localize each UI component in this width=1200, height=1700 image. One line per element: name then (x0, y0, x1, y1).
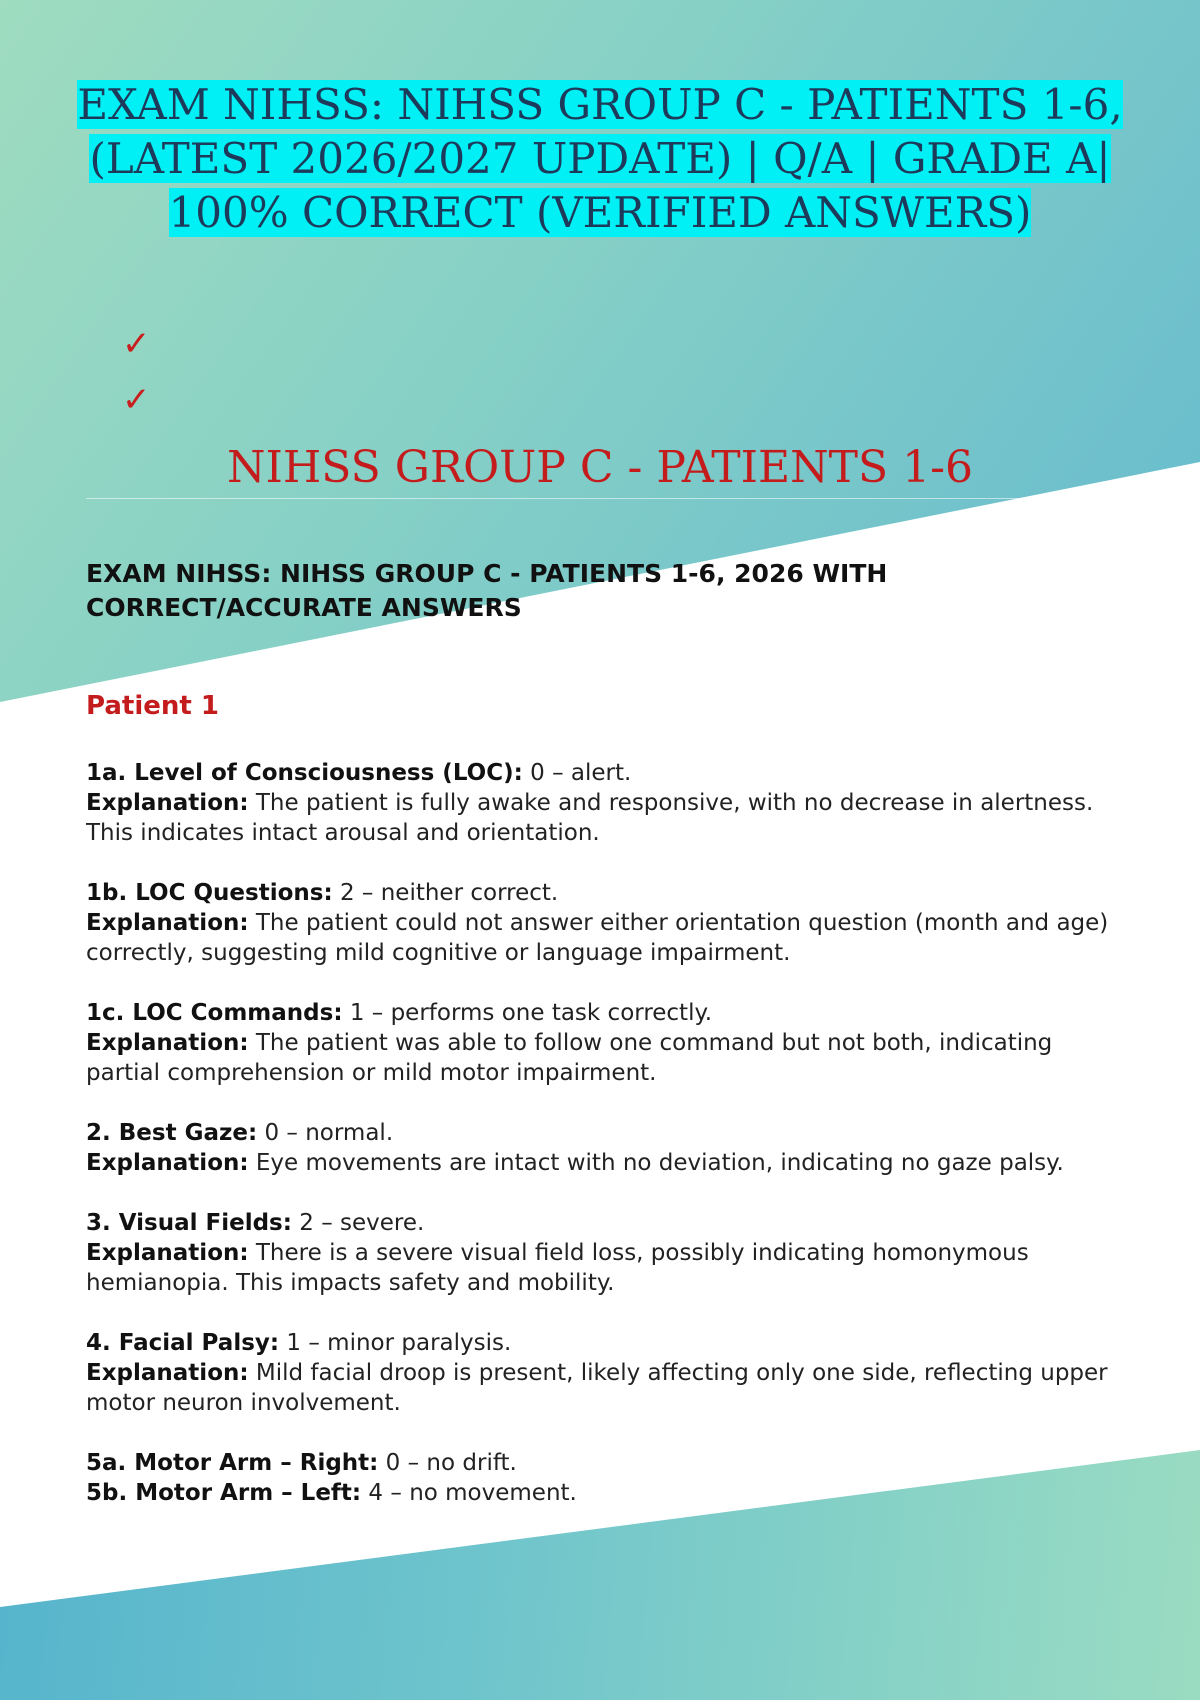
section-title: NIHSS GROUP C - PATIENTS 1-6 (227, 442, 973, 493)
document-title (60, 78, 1140, 240)
explanation-text: The patient is fully awake and responsive, with no decrease in alertness. This indicates intact arousal and orientation. (86, 790, 1094, 846)
checkmark-icon: ✓ (122, 324, 151, 364)
item-answer: 1 – minor paralysis. (279, 1330, 512, 1356)
assessment-item (86, 1118, 1126, 1178)
checkmark-icon: ✓ (122, 380, 151, 420)
item-label: 4. Facial Palsy: (86, 1330, 280, 1356)
explanation-line (86, 788, 1126, 848)
explanation-label: Explanation: (86, 1150, 249, 1176)
item-label: 3. Visual Fields: (86, 1210, 292, 1236)
motor-arm-items (86, 1448, 1126, 1508)
assessment-item (86, 998, 1126, 1088)
explanation-label: Explanation: (86, 1360, 249, 1386)
exam-sub-heading: EXAM NIHSS: NIHSS GROUP C - PATIENTS 1-6, 2026 WITH CORRECT/ACCURATE ANSWERS (86, 559, 888, 622)
item-line (86, 1118, 1126, 1148)
item-label: 5a. Motor Arm – Right: (86, 1450, 379, 1476)
document-title-text: EXAM NIHSS: NIHSS GROUP C - PATIENTS 1-6, (LATEST 2026/2027 UPDATE) | Q/A | GRADE A| 100% CORRECT (VERIFIED ANSWERS) (77, 80, 1123, 237)
explanation-text: The patient was able to follow one command but not both, indicating partial comprehension or mild motor impairment. (86, 1030, 1053, 1086)
item-answer: 2 – severe. (291, 1210, 425, 1236)
item-label: 1c. LOC Commands: (86, 1000, 343, 1026)
item-line (86, 1208, 1126, 1238)
title-divider (86, 498, 1116, 499)
explanation-text: Mild facial droop is present, likely affecting only one side, reflecting upper motor neuron involvement. (86, 1360, 1108, 1416)
item-answer: 2 – neither correct. (332, 880, 559, 906)
explanation-label: Explanation: (86, 790, 249, 816)
explanation-line (86, 1148, 1126, 1178)
patient-heading: Patient 1 (86, 691, 219, 721)
item-answer: 1 – performs one task correctly. (342, 1000, 713, 1026)
assessment-item (86, 758, 1126, 848)
motor-arm-right-line (86, 1448, 1126, 1478)
item-line (86, 1328, 1126, 1358)
explanation-line (86, 1028, 1126, 1088)
motor-arm-left-line (86, 1478, 1126, 1508)
item-line (86, 878, 1126, 908)
assessment-item (86, 1328, 1126, 1418)
item-label: 2. Best Gaze: (86, 1120, 258, 1146)
assessment-item (86, 1208, 1126, 1298)
item-line (86, 758, 1126, 788)
explanation-text: There is a severe visual field loss, possibly indicating homonymous hemianopia. This impacts safety and mobility. (86, 1240, 1029, 1296)
explanation-line (86, 1238, 1126, 1298)
explanation-label: Explanation: (86, 1030, 249, 1056)
explanation-line (86, 908, 1126, 968)
item-label: 5b. Motor Arm – Left: (86, 1480, 362, 1506)
item-answer: 0 – no drift. (378, 1450, 517, 1476)
item-label: 1b. LOC Questions: (86, 880, 333, 906)
explanation-line (86, 1358, 1126, 1418)
assessment-list (86, 758, 1126, 1538)
explanation-text: Eye movements are intact with no deviation, indicating no gaze palsy. (248, 1150, 1064, 1176)
item-answer: 4 – no movement. (361, 1480, 577, 1506)
item-label: 1a. Level of Consciousness (LOC): (86, 760, 523, 786)
explanation-text: The patient could not answer either orientation question (month and age) correctly, suggesting mild cognitive or language impairment. (86, 910, 1109, 966)
item-line (86, 998, 1126, 1028)
assessment-item (86, 878, 1126, 968)
check-marks (122, 316, 151, 428)
item-answer: 0 – normal. (257, 1120, 394, 1146)
explanation-label: Explanation: (86, 1240, 249, 1266)
explanation-label: Explanation: (86, 910, 249, 936)
item-answer: 0 – alert. (522, 760, 632, 786)
